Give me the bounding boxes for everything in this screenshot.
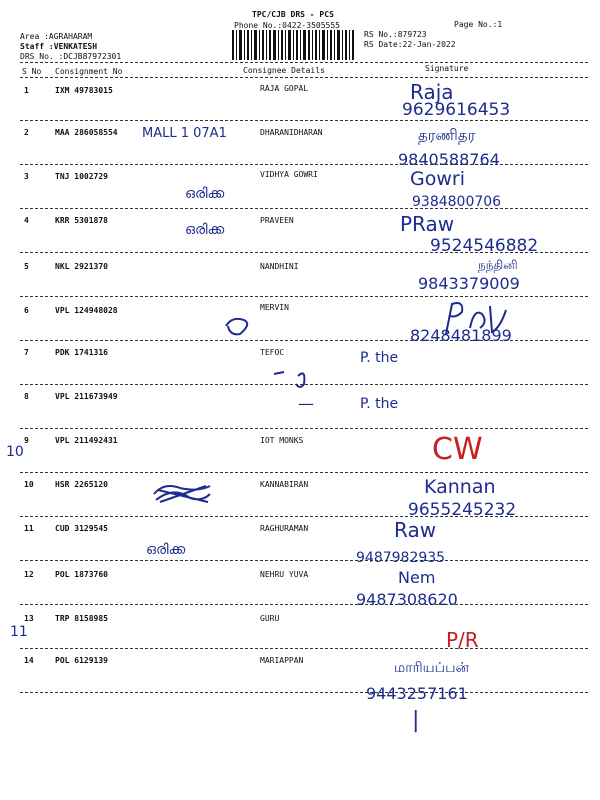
row-sno: 1 [24,86,29,95]
row-sno: 8 [24,392,29,401]
handwritten-note: ഒരിക്ക [146,542,186,558]
handwritten-cw-mark: CW [432,432,483,467]
row-sno: 12 [24,570,34,579]
consignment-number: POL 6129139 [55,656,108,665]
row-sno: 6 [24,306,29,315]
row-divider [20,120,588,121]
consignment-number: IXM 49783015 [55,86,113,95]
consignment-number: TRP 8158985 [55,614,108,623]
handwritten-note: 11 [10,624,28,640]
row-sno: 5 [24,262,29,271]
row-divider [20,428,588,429]
area-label: Area :AGRAHARAM [20,32,93,41]
row-sno: 10 [24,480,34,489]
consignment-number: MAA 286058554 [55,128,118,137]
signature-name: Kannan [424,476,496,498]
signature-name: Raja [410,80,454,104]
signature-phone: 9384800706 [412,194,502,210]
consignment-number: VPL 211673949 [55,392,118,401]
signature-name: P. the [360,350,399,366]
handwritten-note: ഒരിക്ക [185,186,225,202]
signature-name: PRaw [400,212,455,236]
signature-phone: 9443257161 [366,684,468,703]
signature-name: Nem [398,568,436,587]
consignee-name: NANDHINI [260,262,299,271]
row-divider [20,164,588,165]
consignment-number: POL 1873760 [55,570,108,579]
signature-phone: 9524546882 [430,236,539,256]
consignment-number: VPL 211492431 [55,436,118,445]
signature-phone: 9487982935 [356,550,446,566]
staff-label: Staff :VENKATESH [20,42,98,51]
signature-name: தரணிதர [418,126,476,144]
consignee-name: IOT MONKS [260,436,304,445]
report-title: TPC/CJB DRS - PCS [252,10,334,19]
row-sno: 14 [24,656,34,665]
col-header-sno: S No [22,67,42,76]
row-divider [20,296,588,297]
signature-phone: 8248481899 [410,326,512,345]
row-sno: 7 [24,348,29,357]
col-header-consignment: Consignment No [55,67,123,76]
consignment-number: NKL 2921370 [55,262,108,271]
consignment-number: VPL 124948028 [55,306,118,315]
signature-phone: 9840588764 [398,150,500,169]
header-bottom-rule [20,77,588,78]
rs-number: RS No.:879723 [364,30,427,39]
row-sno: 11 [24,524,34,533]
row-divider [20,648,588,649]
consignee-name: VIDHYA GOWRI [260,170,318,179]
handwritten-note: 10 [6,444,24,460]
signature-name: P. the [360,396,399,412]
row-divider [20,208,588,209]
consignee-name: RAGHURAMAN [260,524,309,533]
consignee-name: MARIAPPAN [260,656,304,665]
row-divider [20,384,588,385]
signature-name: மாரியப்பன் [394,660,470,676]
row-divider [20,560,588,561]
row-divider [20,340,588,341]
signature-name: Raw [394,518,437,542]
consignment-number: TNJ 1002729 [55,172,108,181]
handwritten-pr-mark: P/R [446,628,479,652]
consignee-name: DHARANIDHARAN [260,128,323,137]
signature-phone: 9629616453 [402,100,511,120]
signature-phone: 9655245232 [408,500,517,520]
col-header-signature: Signature [425,64,469,73]
signature-name: நந்தினி [478,258,518,272]
consignee-name: RAJA GOPAL [260,84,309,93]
col-header-consignee: Consignee Details [243,66,325,75]
row-sno: 13 [24,614,34,623]
phone-number: Phone No.:0422-3505555 [234,21,340,30]
signature-phone: 9487308620 [356,590,458,609]
consignment-number: KRR 5301878 [55,216,108,225]
row-divider [20,472,588,473]
consignment-number: PDK 1741316 [55,348,108,357]
rs-date: RS Date:22-Jan-2022 [364,40,456,49]
struck-out-signature [150,480,214,510]
handwritten-note: MALL 1 07A1 [142,126,227,141]
row-sno: 2 [24,128,29,137]
row-divider [20,692,588,693]
row-sno: 4 [24,216,29,225]
consignee-name: GURU [260,614,280,623]
handwritten-end-mark: | [412,708,420,733]
signature-name: Gowri [410,168,465,190]
row-divider [20,252,588,253]
consignee-name: MERVIN [260,303,289,312]
barcode [232,30,354,60]
consignee-name: PRAVEEN [260,216,294,225]
handwritten-note: ഒരിക്ക [185,222,225,238]
consignee-name: KANNABIRAN [260,480,309,489]
page-number: Page No.:1 [454,20,503,29]
handwritten-dash: — [298,394,314,413]
signature-phone: 9843379009 [418,274,520,293]
signature-scribble [270,364,330,398]
row-sno: 3 [24,172,29,181]
row-divider [20,604,588,605]
row-sno: 9 [24,436,29,445]
consignee-name: TEFOC [260,348,285,357]
consignment-number: CUD 3129545 [55,524,108,533]
drs-number: DRS No. :DCJB87972301 [20,52,122,61]
signature-scribble [222,312,262,342]
consignee-name: NEHRU YUVA [260,570,309,579]
row-divider [20,516,588,517]
consignment-number: HSR 2265120 [55,480,108,489]
header-top-rule [20,62,588,63]
